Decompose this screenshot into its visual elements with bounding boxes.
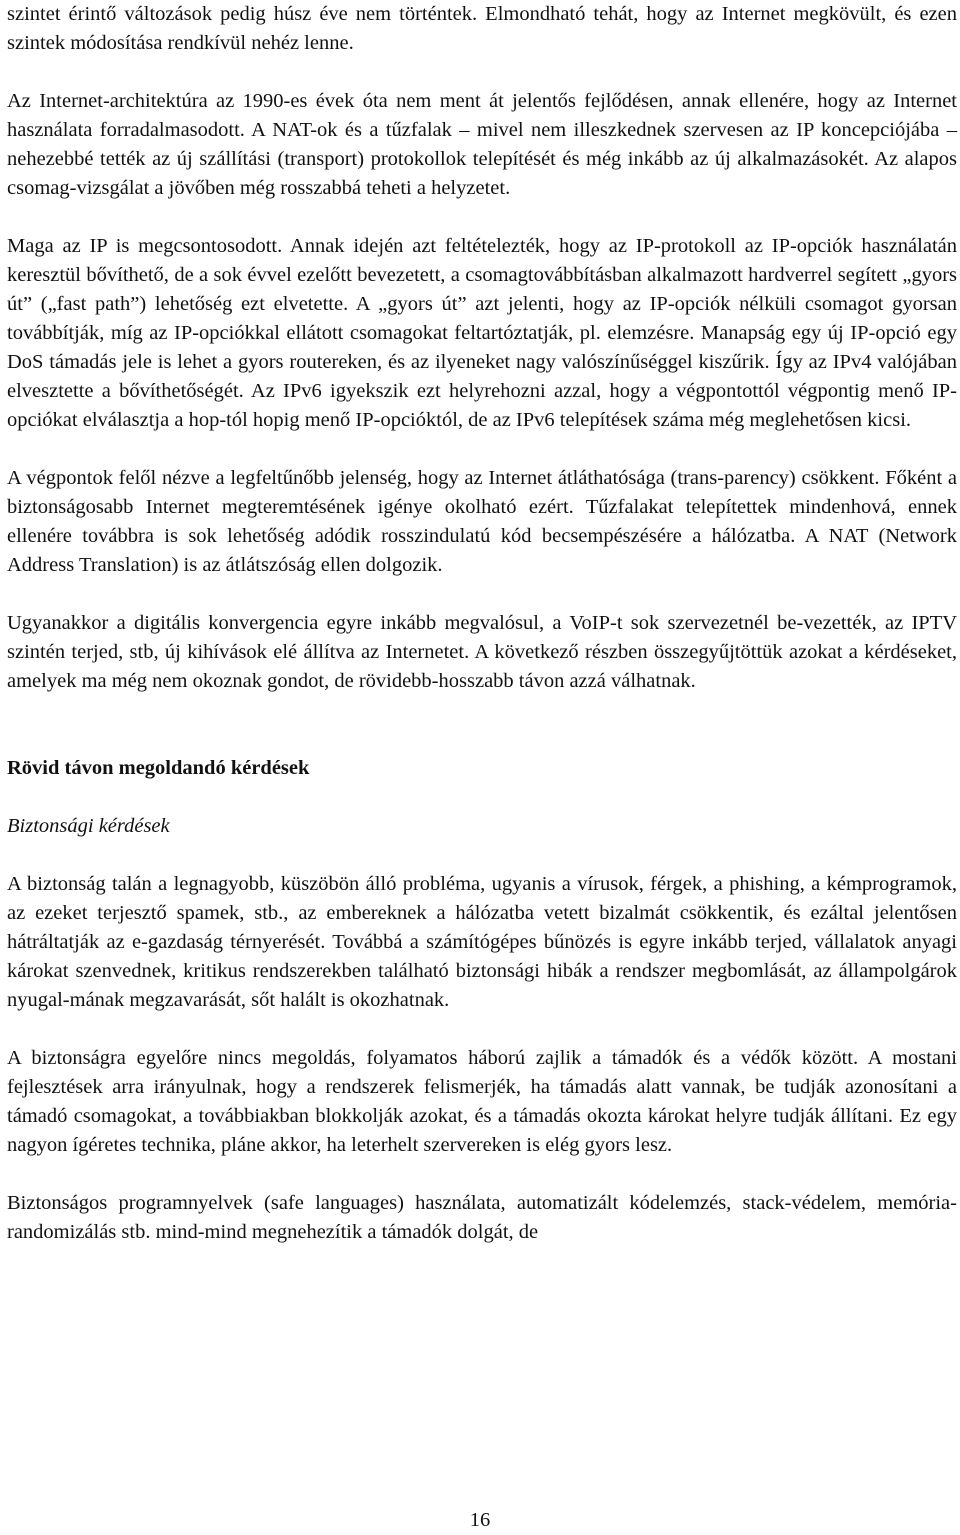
spacer — [7, 1015, 957, 1044]
subsection-heading: Biztonsági kérdések — [7, 815, 170, 837]
spacer — [7, 580, 957, 609]
paragraph-security-war: A biztonságra egyelőre nincs megoldás, folyamatos háború zajlik a támadók és a védők között. A mostani fejlesztések arra irányulnak, hogy a rendszerek felismerjék, ha támadás alatt vannak, be tudják azonosítani a támadó csomagokat, a továbbiakban blokkolják azokat, és a támadás okozta károkat helyre tudják állítani. Ez egy nagyon ígéretes technika, pláne akkor, ha leterhelt szervereken is elég gyors lesz. — [7, 1047, 957, 1156]
spacer — [7, 58, 957, 87]
spacer — [7, 841, 957, 870]
spacer — [7, 1160, 957, 1189]
paragraph-intro: szintet érintő változások pedig húsz éve nem történtek. Elmondható tehát, hogy az Internet megkövült, és ezen szintek módosítása rendkívül nehéz lenne. — [7, 3, 957, 54]
paragraph-security-problem: A biztonság talán a legnagyobb, küszöbön álló probléma, ugyanis a vírusok, férgek, a phishing, a kémprogramok, az ezeket terjesztő spamek, stb., az embereknek a hálózatba vetett bizalmát csökkentik, és ezáltal jelentősen hátráltatják az e-gazdaság térnyerését. Továbbá a számítógépes bűnözés is egyre inkább terjed, vállalatok anyagi károkat szenvednek, kritikus rendszerekben található biztonsági hibák a rendszer megbomlását, az állampolgárok nyugal-mának megzavarását, sőt halált is okozhatnak. — [7, 873, 957, 1011]
page-number: 16 — [469, 1509, 491, 1531]
paragraph-architecture: Az Internet-architektúra az 1990-es évek óta nem ment át jelentős fejlődésen, annak ellenére, hogy az Internet használata forradalmasodott. A NAT-ok és a tűzfalak – mivel nem illeszkednek szervesen az IP koncepciójába – nehezebbé tették az új szállítási (transport) protokollok telepítését és még inkább az új alkalmazásokét. Az alapos csomag-vizsgálat a jövőben még rosszabbá teheti a helyzetet. — [7, 90, 957, 199]
spacer — [7, 696, 957, 754]
paragraph-safe-languages: Biztonságos programnyelvek (safe languages) használata, automatizált kódelemzés, stack-védelem, memória-randomizálás stb. mind-mind megnehezítik a támadók dolgát, de — [7, 1192, 957, 1243]
paragraph-transparency: A végpontok felől nézve a legfeltűnőbb jelenség, hogy az Internet átláthatósága (trans-parency) csökkent. Főként a biztonságosabb Internet megteremtésének igénye okolható ezért. Tűzfalakat telepítettek mindenhová, ennek ellenére továbbra is sok lehetőség adódik rosszindulatú kód becsempészésére a hálózatba. A NAT (Network Address Translation) is az átlátszóság ellen dolgozik. — [7, 467, 957, 576]
document-page — [7, 0, 957, 1247]
spacer — [7, 783, 957, 812]
paragraph-ip-ossified: Maga az IP is megcsontosodott. Annak idején azt feltételezték, hogy az IP-protokoll az IP-opciók használatán keresztül bővíthető, de a sok évvel ezelőtt bevezetett, a csomagtovábbításban alkalmazott hardverrel segített „gyors út” („fast path”) lehetőség ezt elvetette. A „gyors út” azt jelenti, hogy az IP-opciók nélküli csomagot gyorsan továbbítják, míg az IP-opciókkal ellátott csomagokat feltartóztatják, pl. elemzésre. Manapság egy új IP-opció egy DoS támadás jele is lehet a gyors routereken, és az ilyeneket nagy valószínűséggel kiszűrik. Így az IPv4 valójában elvesztette a bővíthetőségét. Az IPv6 igyekszik ezt helyrehozni azzal, hogy a végpontottól végpontig menő IP-opciókat elválasztja a hop-tól hopig menő IP-opcióktól, de az IPv6 telepítések száma még meglehetősen kicsi. — [7, 235, 957, 431]
spacer — [7, 435, 957, 464]
paragraph-convergence: Ugyanakkor a digitális konvergencia egyre inkább megvalósul, a VoIP-t sok szervezetnél be-vezették, az IPTV szintén terjed, stb, új kihívások elé állítva az Internetet. A következő részben összegyűjtöttük azokat a kérdéseket, amelyek ma még nem okoznak gondot, de rövidebb-hosszabb távon azzá válhatnak. — [7, 612, 957, 692]
section-heading: Rövid távon megoldandó kérdések — [7, 757, 310, 779]
spacer — [7, 203, 957, 232]
